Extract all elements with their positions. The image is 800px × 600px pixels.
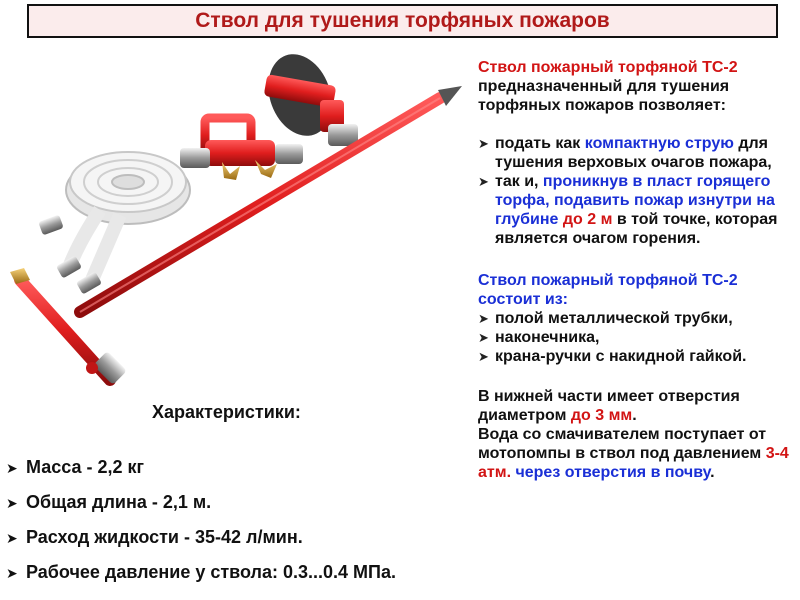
list-item: ➤ Расход жидкости - 35-42 л/мин. [6, 527, 303, 547]
list-item: ➤ полой металлической трубки, [478, 310, 733, 327]
list-item: ➤ Рабочее давление у ствола: 0.3...0.4 МПа. [6, 562, 396, 582]
chevron-right-icon: ➤ [478, 136, 489, 151]
rolled-hose [38, 152, 190, 295]
chevron-right-icon: ➤ [6, 495, 18, 511]
characteristics-list [6, 456, 396, 596]
valve-handle [180, 118, 303, 180]
list-item: ➤ так и, проникнув в пласт горящего торфа, подавить пожар изнутри на глубине до 2 м в той точке, которая является очагом горения. [478, 173, 778, 247]
list-item: ➤ крана-ручки с накидной гайкой. [478, 348, 747, 365]
chevron-right-icon: ➤ [6, 530, 18, 546]
chevron-right-icon: ➤ [6, 460, 18, 476]
bottom-note-1: В нижней части имеет отверстия диаметром до 3 мм. [478, 388, 740, 424]
characteristics-heading: Характеристики: [152, 402, 301, 422]
chevron-right-icon: ➤ [478, 311, 489, 326]
composition-list [478, 309, 796, 366]
nozzle-with-disk [257, 45, 358, 146]
chevron-right-icon: ➤ [6, 565, 18, 581]
capabilities-list [478, 134, 796, 248]
product-name: Ствол пожарный торфяной ТС-2 [478, 59, 738, 76]
chevron-right-icon: ➤ [478, 330, 489, 345]
list-item: ➤ наконечника, [478, 329, 600, 346]
list-item: ➤ Общая длина - 2,1 м. [6, 492, 212, 512]
title-banner [27, 4, 778, 38]
list-item: ➤ подать как компактную струю для тушения верховых очагов пожара, [478, 135, 772, 171]
peat-fire-nozzle-illustration [0, 40, 470, 400]
chevron-right-icon: ➤ [478, 174, 489, 189]
intro-text: предназначенный для тушения торфяных пожаров позволяет: [478, 78, 730, 114]
intro-paragraph [478, 58, 796, 115]
composition-title: Ствол пожарный торфяной ТС-2 состоит из: [478, 272, 738, 308]
chevron-right-icon: ➤ [478, 349, 489, 364]
description-panel [478, 58, 796, 482]
bottom-note-2: Вода со смачивателем поступает от мотопомпы в ствол под давлением 3-4 атм. через отверстия в почву. [478, 426, 789, 481]
page-title: Ствол для тушения торфяных пожаров [195, 9, 610, 32]
list-item: ➤ Масса - 2,2 кг [6, 457, 145, 477]
